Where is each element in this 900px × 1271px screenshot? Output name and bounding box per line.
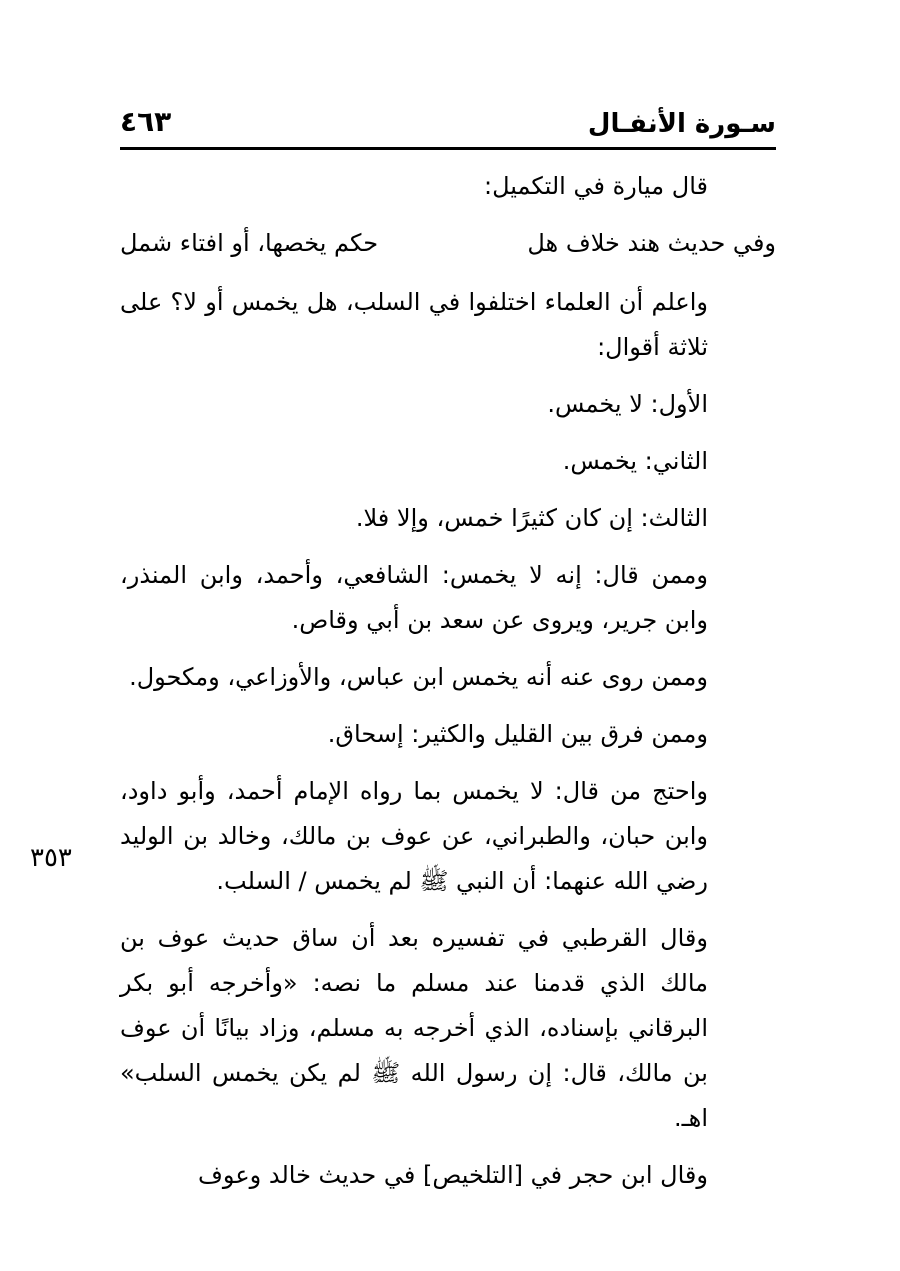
page-header [120, 92, 776, 150]
paragraph: الثالث: إن كان كثيرًا خمس، وإلا فلا. [355, 504, 708, 532]
paragraph: وممن روى عنه أنه يخمس ابن عباس، والأوزاعي، ومكحول. [129, 663, 708, 691]
paragraph: واحتج من قال: لا يخمس بما رواه الإمام أحمد، وأبو داود، وابن حبان، والطبراني، عن عوف بن مالك، وخالد بن الوليد رضي الله عنهما: أن النبي ﷺ لم يخمس / السلب. [120, 777, 708, 895]
paragraph: واعلم أن العلماء اختلفوا في السلب، هل يخمس أو لا؟ على ثلاثة أقوال: [120, 288, 708, 361]
page-body [120, 164, 776, 1210]
header-rule [120, 147, 776, 150]
paragraph: الأول: لا يخمس. [547, 390, 708, 418]
paragraph: وقال القرطبي في تفسيره بعد أن ساق حديث عوف بن مالك الذي قدمنا عند مسلم ما نصه: «وأخرجه أبو بكر البرقاني بإسناده، الذي أخرجه به مسلم، وزاد بيانًا أن عوف بن مالك، قال: إن رسول الله ﷺ لم يكن يخمس السلب» اهـ. [120, 924, 708, 1132]
verse-second-hemistich: حكم يخصها، أو افتاء شمل [120, 229, 379, 257]
paragraph: وقال ابن حجر في [التلخيص] في حديث خالد وعوف [198, 1161, 708, 1189]
intro-line: قال ميارة في التكميل: [483, 172, 708, 200]
paragraph: وممن فرق بين القليل والكثير: إسحاق. [327, 720, 708, 748]
margin-page-reference: ٣٥٣ [30, 843, 72, 873]
page-number: ٤٦٣ [120, 105, 172, 138]
paragraph: وممن قال: إنه لا يخمس: الشافعي، وأحمد، وابن المنذر، وابن جرير، ويروى عن سعد بن أبي وقاص. [120, 561, 708, 634]
running-title: سـورة الأنفـال [587, 109, 776, 139]
verse-first-hemistich: وفي حديث هند خلاف هل [527, 229, 776, 257]
paragraph: الثاني: يخمس. [562, 447, 708, 475]
poetry-verse [120, 221, 776, 266]
